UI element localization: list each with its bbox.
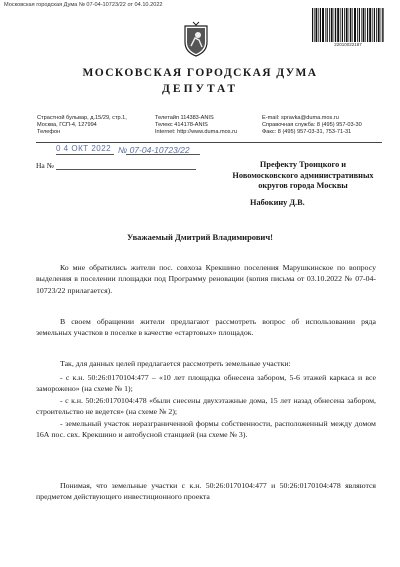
body-paragraph: В своем обращении жители предлагают рассмотреть вопрос об использовании ряда земельных участков в поселке в качестве «стартовых» площадок. — [36, 317, 376, 338]
number-underline — [126, 154, 200, 155]
recipient-name: Набокину Д.В. — [250, 198, 305, 207]
contact-line: Факс: 8 (495) 957-03-31, 753-71-31 — [262, 129, 352, 136]
body-paragraph: Так, для данных целей предлагается рассмотреть земельные участки: — [60, 359, 291, 368]
contact-line: E-mail: spravka@duma.mos.ru — [262, 115, 339, 121]
barcode — [312, 8, 384, 42]
organization-title: ДЕПУТАТ — [161, 83, 239, 95]
recipient-line: Префекту Троицкого и — [259, 160, 347, 169]
reply-to-label: На № — [36, 161, 54, 170]
organization-name: МОСКОВСКАЯ ГОРОДСКАЯ ДУМА — [82, 67, 318, 79]
header-divider — [36, 142, 382, 143]
registration-number-stamp: № 07-04-10723/22 — [118, 145, 190, 155]
body-paragraph: - земельный участок неразграниченной формы собственности, расположенный между домом 16А пос. свх. Крекшино и автобусной станцией (на схеме № 3). — [36, 419, 376, 440]
body-paragraph: Понимая, что земельные участки с к.н. 50:26:0170104:477 и 50:26:0170104:478 являются предметом действующего инвестиционного проекта — [36, 481, 376, 502]
reply-to-underline — [56, 169, 196, 170]
contact-line: Телефон — [37, 129, 61, 136]
body-paragraph: - с к.н. 50:26:0170104:477 – «10 лет площадка обнесена забором, 5-6 этажей каркаса и все заморожено» (на схеме № 1); — [36, 373, 376, 394]
contacts-address — [37, 115, 127, 137]
registration-date-stamp: 0 4 ОКТ 2022 — [56, 144, 112, 153]
date-underline — [56, 154, 114, 155]
contact-line: Internet: http://www.duma.mos.ru — [155, 129, 238, 136]
contact-line: Справочная служба: 8 (495) 957-03-30 — [262, 122, 362, 129]
greeting: Уважаемый Дмитрий Владимирович! — [127, 232, 273, 242]
contact-line: Телекс 414178-ANIS — [155, 122, 208, 129]
contact-line: Страстной бульвар, д.15/29, стр.1, — [37, 115, 127, 121]
recipient-line: Новомосковского административных — [232, 170, 374, 180]
contacts-telecom — [155, 115, 237, 137]
contacts-email-phone — [262, 115, 362, 137]
recipient-block — [228, 160, 378, 192]
barcode-number: 22010022187 — [334, 42, 362, 47]
contact-line: Москва, ГСП-4, 127994 — [37, 122, 97, 129]
body-paragraph: Ко мне обратились жители пос. совхоза Крекшино поселения Марушкинское по вопросу выделения в поселении площадки под Программу реновации (копия письма от 03.10.2022 № 07-04-10723/22 прилагается). — [36, 263, 376, 295]
registration-header-note: Московская городская Дума № 07-04-10723/22 от 04.10.2022 — [4, 2, 163, 8]
moscow-coat-of-arms-icon — [181, 20, 211, 58]
recipient-line: округов города Москвы — [258, 181, 348, 190]
body-paragraph: - с к.н. 50:26:0170104:478 «были снесены двухэтажные дома, 15 лет назад обнесена забором, строительство не ведется» (на схеме № 2); — [36, 396, 376, 417]
contact-line: Телетайп 114383-ANIS — [155, 115, 214, 121]
